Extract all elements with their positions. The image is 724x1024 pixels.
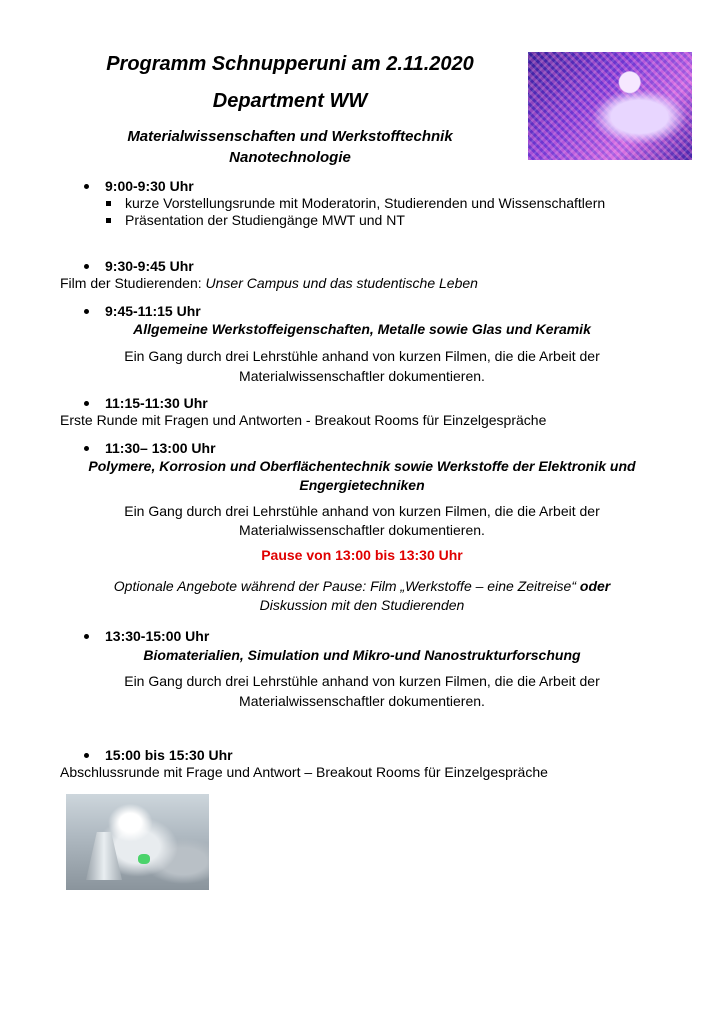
time-label: 13:30-15:00 Uhr: [105, 628, 210, 644]
vr-headset-photo: [528, 52, 692, 160]
time-label: 15:00 bis 15:30 Uhr: [105, 747, 233, 763]
optional-line-1: [40, 577, 684, 596]
film-line: [60, 275, 478, 291]
topic-0945: Allgemeine Werkstoffeigenschaften, Metalle sowie Glas und Keramik: [133, 321, 591, 337]
schedule-item-0900: [84, 178, 194, 194]
bullet-icon: [84, 401, 89, 406]
desc-0945-line-1: Ein Gang durch drei Lehrstühle anhand von kurzen Filmen, die die Arbeit der: [124, 348, 600, 364]
schedule-item-0945: [84, 303, 201, 319]
pause-notice: Pause von 13:00 bis 13:30 Uhr: [261, 547, 463, 563]
schedule-item-1115: [84, 395, 208, 411]
cleanroom-lab-photo: [66, 794, 209, 890]
department-title: Department WW: [212, 90, 368, 112]
subtitle-line-2: Nanotechnologie: [229, 149, 351, 166]
optional-line-2: Diskussion mit den Studierenden: [259, 597, 465, 613]
schedule-item-1500: [84, 747, 233, 763]
square-bullet-icon: [106, 201, 111, 206]
topic-1130-line-1: Polymere, Korrosion und Oberflächentechnik sowie Werkstoffe der Elektronik und: [88, 458, 636, 474]
sub-item-presentation: [106, 212, 405, 228]
optional-or: oder: [579, 578, 611, 594]
desc-1130-line-2: Materialwissenschaftler dokumentieren.: [239, 522, 485, 538]
schedule-item-1130: [84, 440, 216, 456]
bullet-icon: [84, 753, 89, 758]
bullet-icon: [84, 634, 89, 639]
topic-1330: Biomaterialien, Simulation und Mikro-und Nanostrukturforschung: [143, 647, 581, 663]
bullet-icon: [84, 446, 89, 451]
film-prefix: Film der Studierenden:: [60, 275, 206, 291]
square-bullet-icon: [106, 218, 111, 223]
sub-item-intro: [106, 195, 605, 211]
optional-text: Optionale Angebote während der Pause: Film „Werkstoffe – eine Zeitreise“: [113, 578, 580, 594]
lab-equipment: [86, 832, 122, 880]
sub-item-text: kurze Vorstellungsrunde mit Moderatorin, Studierenden und Wissenschaftlern: [125, 195, 606, 211]
time-label: 11:30– 13:00 Uhr: [105, 440, 216, 456]
bullet-icon: [84, 309, 89, 314]
desc-1130-line-1: Ein Gang durch drei Lehrstühle anhand von kurzen Filmen, die die Arbeit der: [124, 503, 600, 519]
schedule-item-1330: [84, 628, 209, 644]
green-glove: [138, 854, 150, 864]
page-title: Programm Schnupperuni am 2.11.2020: [106, 53, 474, 75]
bullet-icon: [84, 184, 89, 189]
sub-item-text: Präsentation der Studiengänge MWT und NT: [125, 212, 405, 228]
time-label: 9:00-9:30 Uhr: [105, 178, 194, 194]
desc-1330-line-2: Materialwissenschaftler dokumentieren.: [239, 693, 485, 709]
bullet-icon: [84, 264, 89, 269]
desc-1330-line-1: Ein Gang durch drei Lehrstühle anhand von kurzen Filmen, die die Arbeit der: [124, 673, 600, 689]
topic-1130-line-2: Engergietechniken: [299, 477, 425, 493]
subtitle-line-1: Materialwissenschaften und Werkstofftechnik: [127, 128, 453, 145]
closing-line: Abschlussrunde mit Frage und Antwort – Breakout Rooms für Einzelgespräche: [60, 764, 548, 780]
film-title: Unser Campus und das studentische Leben: [205, 275, 478, 291]
time-label: 9:45-11:15 Uhr: [105, 303, 201, 319]
time-label: 11:15-11:30 Uhr: [105, 395, 208, 411]
schedule-item-0930: [84, 258, 194, 274]
desc-0945-line-2: Materialwissenschaftler dokumentieren.: [239, 368, 485, 384]
time-label: 9:30-9:45 Uhr: [105, 258, 194, 274]
qa-line: Erste Runde mit Fragen und Antworten - Breakout Rooms für Einzelgespräche: [60, 412, 547, 428]
